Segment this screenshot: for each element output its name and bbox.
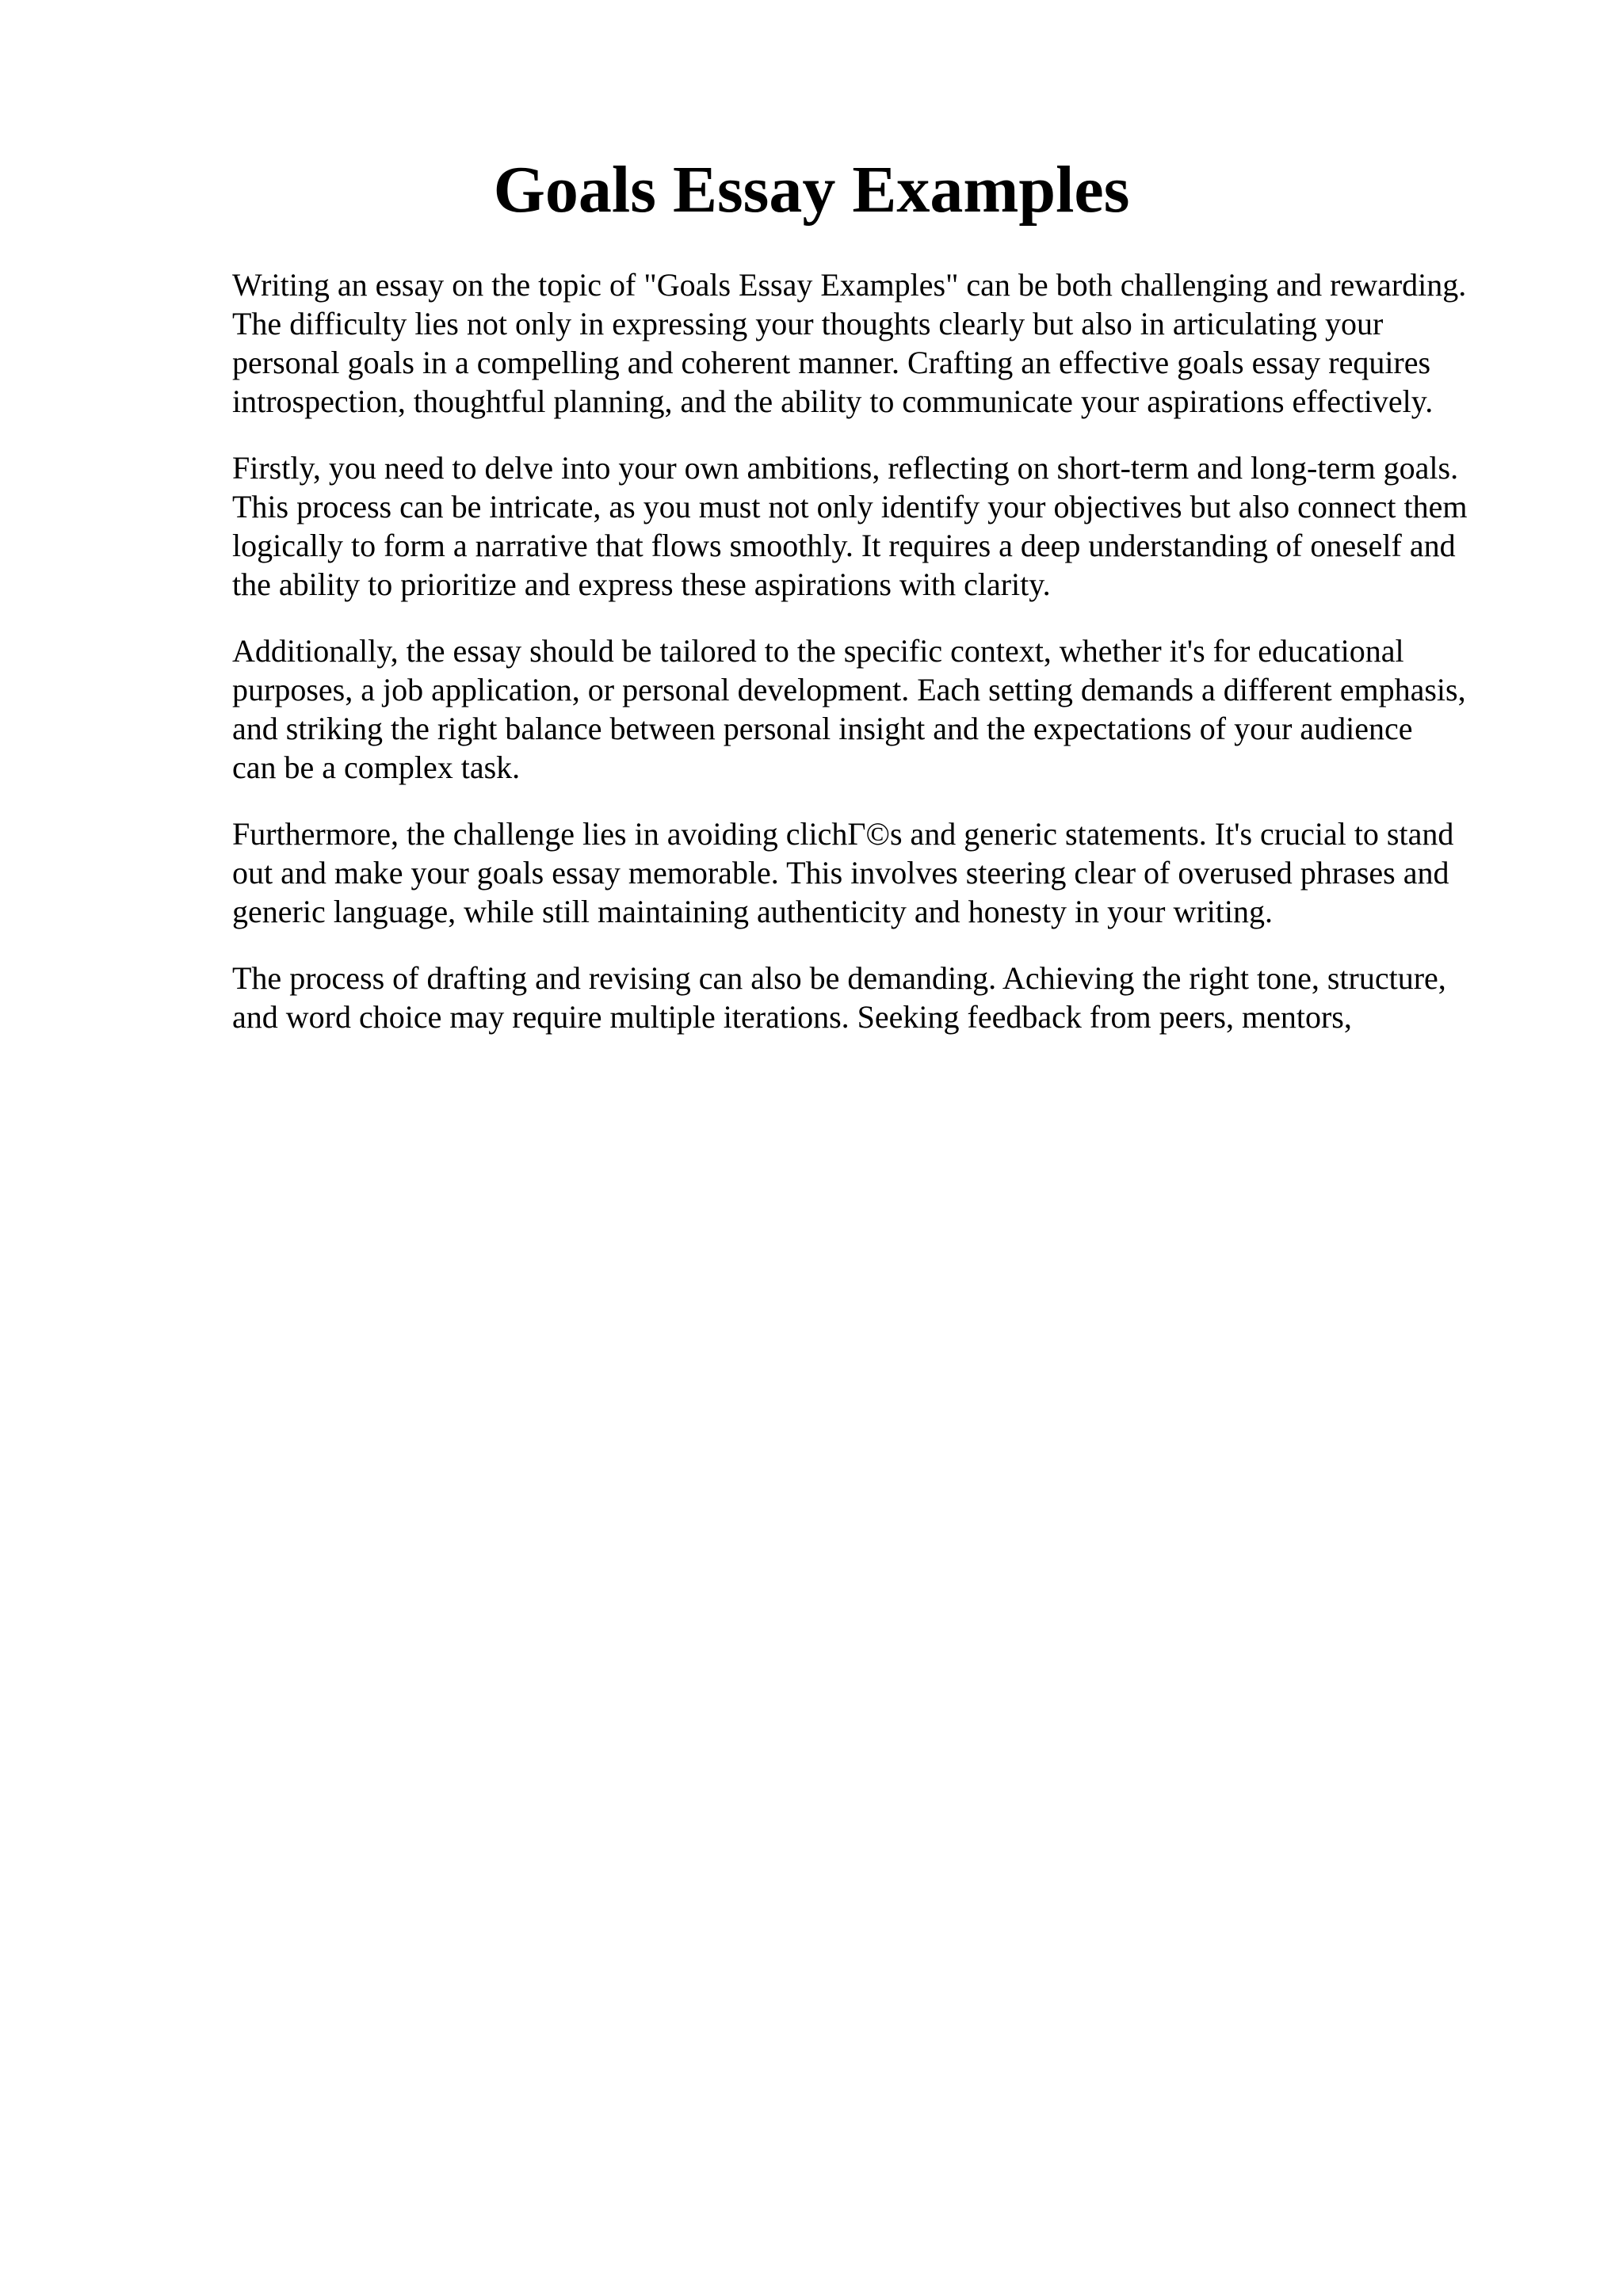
paragraph-line: The process of drafting and revising can also be demanding. Achieving the right tone, structure, bbox=[232, 960, 1446, 996]
paragraph-line: introspection, thoughtful planning, and the ability to communicate your aspirations effectively. bbox=[232, 383, 1434, 419]
paragraph-line: can be a complex task. bbox=[232, 749, 521, 785]
paragraph-1 bbox=[232, 265, 1548, 421]
paragraph-line: Additionally, the essay should be tailored to the specific context, whether it's for educational bbox=[232, 633, 1404, 669]
document-title: Goals Essay Examples bbox=[493, 153, 1130, 227]
paragraph-line: Firstly, you need to delve into your own ambitions, reflecting on short-term and long-term goals. bbox=[232, 450, 1459, 486]
paragraph-2 bbox=[232, 448, 1548, 604]
paragraph-line: and striking the right balance between personal insight and the expectations of your audience bbox=[232, 711, 1413, 746]
paragraph-3 bbox=[232, 631, 1548, 787]
paragraph-line: Furthermore, the challenge lies in avoiding clichГ©s and generic statements. It's crucial to stand bbox=[232, 816, 1454, 852]
paragraph-line: the ability to prioritize and express these aspirations with clarity. bbox=[232, 566, 1051, 602]
paragraph-line: and word choice may require multiple iterations. Seeking feedback from peers, mentors, bbox=[232, 999, 1352, 1035]
paragraph-line: out and make your goals essay memorable. This involves steering clear of overused phrases and bbox=[232, 855, 1449, 891]
paragraph-line: This process can be intricate, as you must not only identify your objectives but also connect them bbox=[232, 489, 1468, 524]
paragraph-line: logically to form a narrative that flows smoothly. It requires a deep understanding of oneself and bbox=[232, 528, 1456, 563]
paragraph-line: The difficulty lies not only in expressing your thoughts clearly but also in articulating your bbox=[232, 306, 1384, 341]
paragraph-line: purposes, a job application, or personal development. Each setting demands a different emphasis, bbox=[232, 672, 1466, 707]
paragraph-4 bbox=[232, 814, 1548, 931]
document-body bbox=[232, 265, 1548, 1064]
paragraph-5 bbox=[232, 959, 1548, 1036]
paragraph-line: Writing an essay on the topic of "Goals Essay Examples" can be both challenging and rewarding. bbox=[232, 267, 1467, 303]
paragraph-line: personal goals in a compelling and coherent manner. Crafting an effective goals essay requires bbox=[232, 345, 1431, 380]
paragraph-line: generic language, while still maintaining authenticity and honesty in your writing. bbox=[232, 894, 1274, 929]
